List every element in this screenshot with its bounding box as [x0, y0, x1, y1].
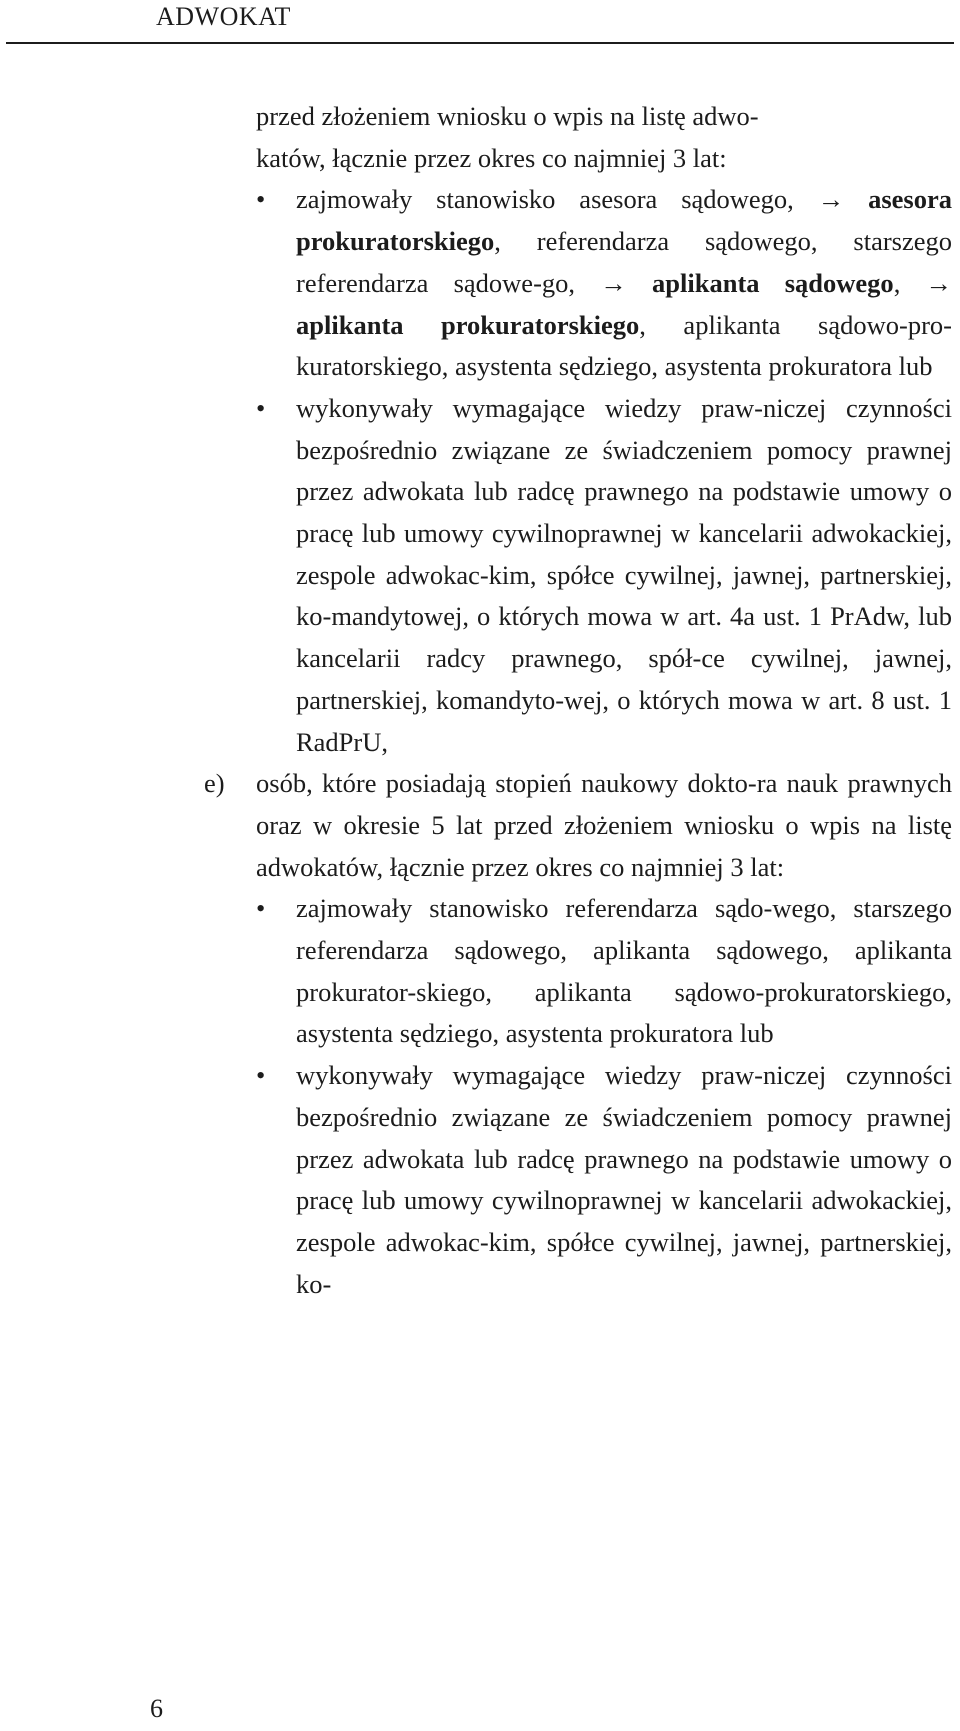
continuation-line-1: przed złożeniem wniosku o wpis na listę adwo- [256, 101, 759, 131]
list-item [256, 888, 952, 1055]
cross-reference: asesora prokuratorskiego [296, 184, 953, 257]
header-title: ADWOKAT [156, 2, 291, 31]
arrow-icon: → [600, 267, 627, 298]
item-marker: e) [204, 768, 225, 799]
list-item [256, 1055, 952, 1305]
arrow-icon: → [817, 184, 845, 215]
bullet-icon: • [256, 184, 266, 215]
list-item-e [204, 763, 952, 888]
continuation-line-2: katów, łącznie przez okres co najmniej 3 lat: [256, 142, 727, 173]
page-body [0, 96, 960, 1305]
bullet-icon: • [256, 1060, 266, 1091]
item-text: zajmowały stanowisko referendarza sądo-wego, starszego referendarza sądowego, aplikanta sądowego, aplikanta prokurator-skiego, aplikanta sądowo-prokuratorskiego, asystenta sędziego, asystenta prokuratora lub [296, 893, 952, 1049]
page-number: 6 [150, 1694, 163, 1723]
list-item [256, 388, 952, 763]
continuation-paragraph [256, 96, 940, 179]
list-item [256, 179, 953, 388]
cross-reference: aplikanta sądowego [652, 267, 894, 298]
item-text: wykonywały wymagające wiedzy praw-niczej czynności bezpośrednio związane ze świadczeniem pomocy prawnej przez adwokata lub radcę prawnego na podstawie umowy o pracę lub umowy cywilnoprawnej w kancelarii adwokackiej, zespole adwokac-kim, spółce cywilnej, jawnej, partnerskiej, ko-mandytowej, o których mowa w art. 4a ust. 1 PrAdw, lub kancelarii radcy prawnego, spół-ce cywilnej, jawnej, partnerskiej, komandyto-wej, o których mowa w art. 8 ust. 1 RadPrU, [296, 392, 952, 757]
cross-reference: aplikanta prokuratorskiego [296, 309, 640, 340]
bullet-icon: • [256, 392, 266, 423]
item-text: , [893, 267, 901, 298]
item-text: wykonywały wymagające wiedzy praw-niczej czynności bezpośrednio związane ze świadczeniem pomocy prawnej przez adwokata lub radcę prawnego na podstawie umowy o pracę lub umowy cywilnoprawnej w kancelarii adwokackiej, zespole adwokac-kim, spółce cywilnej, jawnej, partnerskiej, ko- [296, 1060, 952, 1299]
bullet-list-2 [0, 888, 960, 1305]
item-text: , aplikanta sądowo-pro-kuratorskiego, asystenta sędziego, asystenta prokuratora lub [296, 309, 952, 382]
item-text: , referendarza sądowego, starszego referendarza sądowe-go, [296, 226, 952, 298]
item-text: zajmowały stanowisko asesora sądowego, [296, 184, 794, 215]
running-header [6, 0, 954, 44]
arrow-icon: → [925, 267, 953, 298]
bullet-list-1 [0, 179, 960, 763]
bullet-icon: • [256, 893, 266, 924]
item-text: osób, które posiadają stopień naukowy dokto-ra nauk prawnych oraz w okresie 5 lat przed złożeniem wniosku o wpis na listę adwokatów, łącznie przez okres co najmniej 3 lat: [256, 768, 952, 882]
